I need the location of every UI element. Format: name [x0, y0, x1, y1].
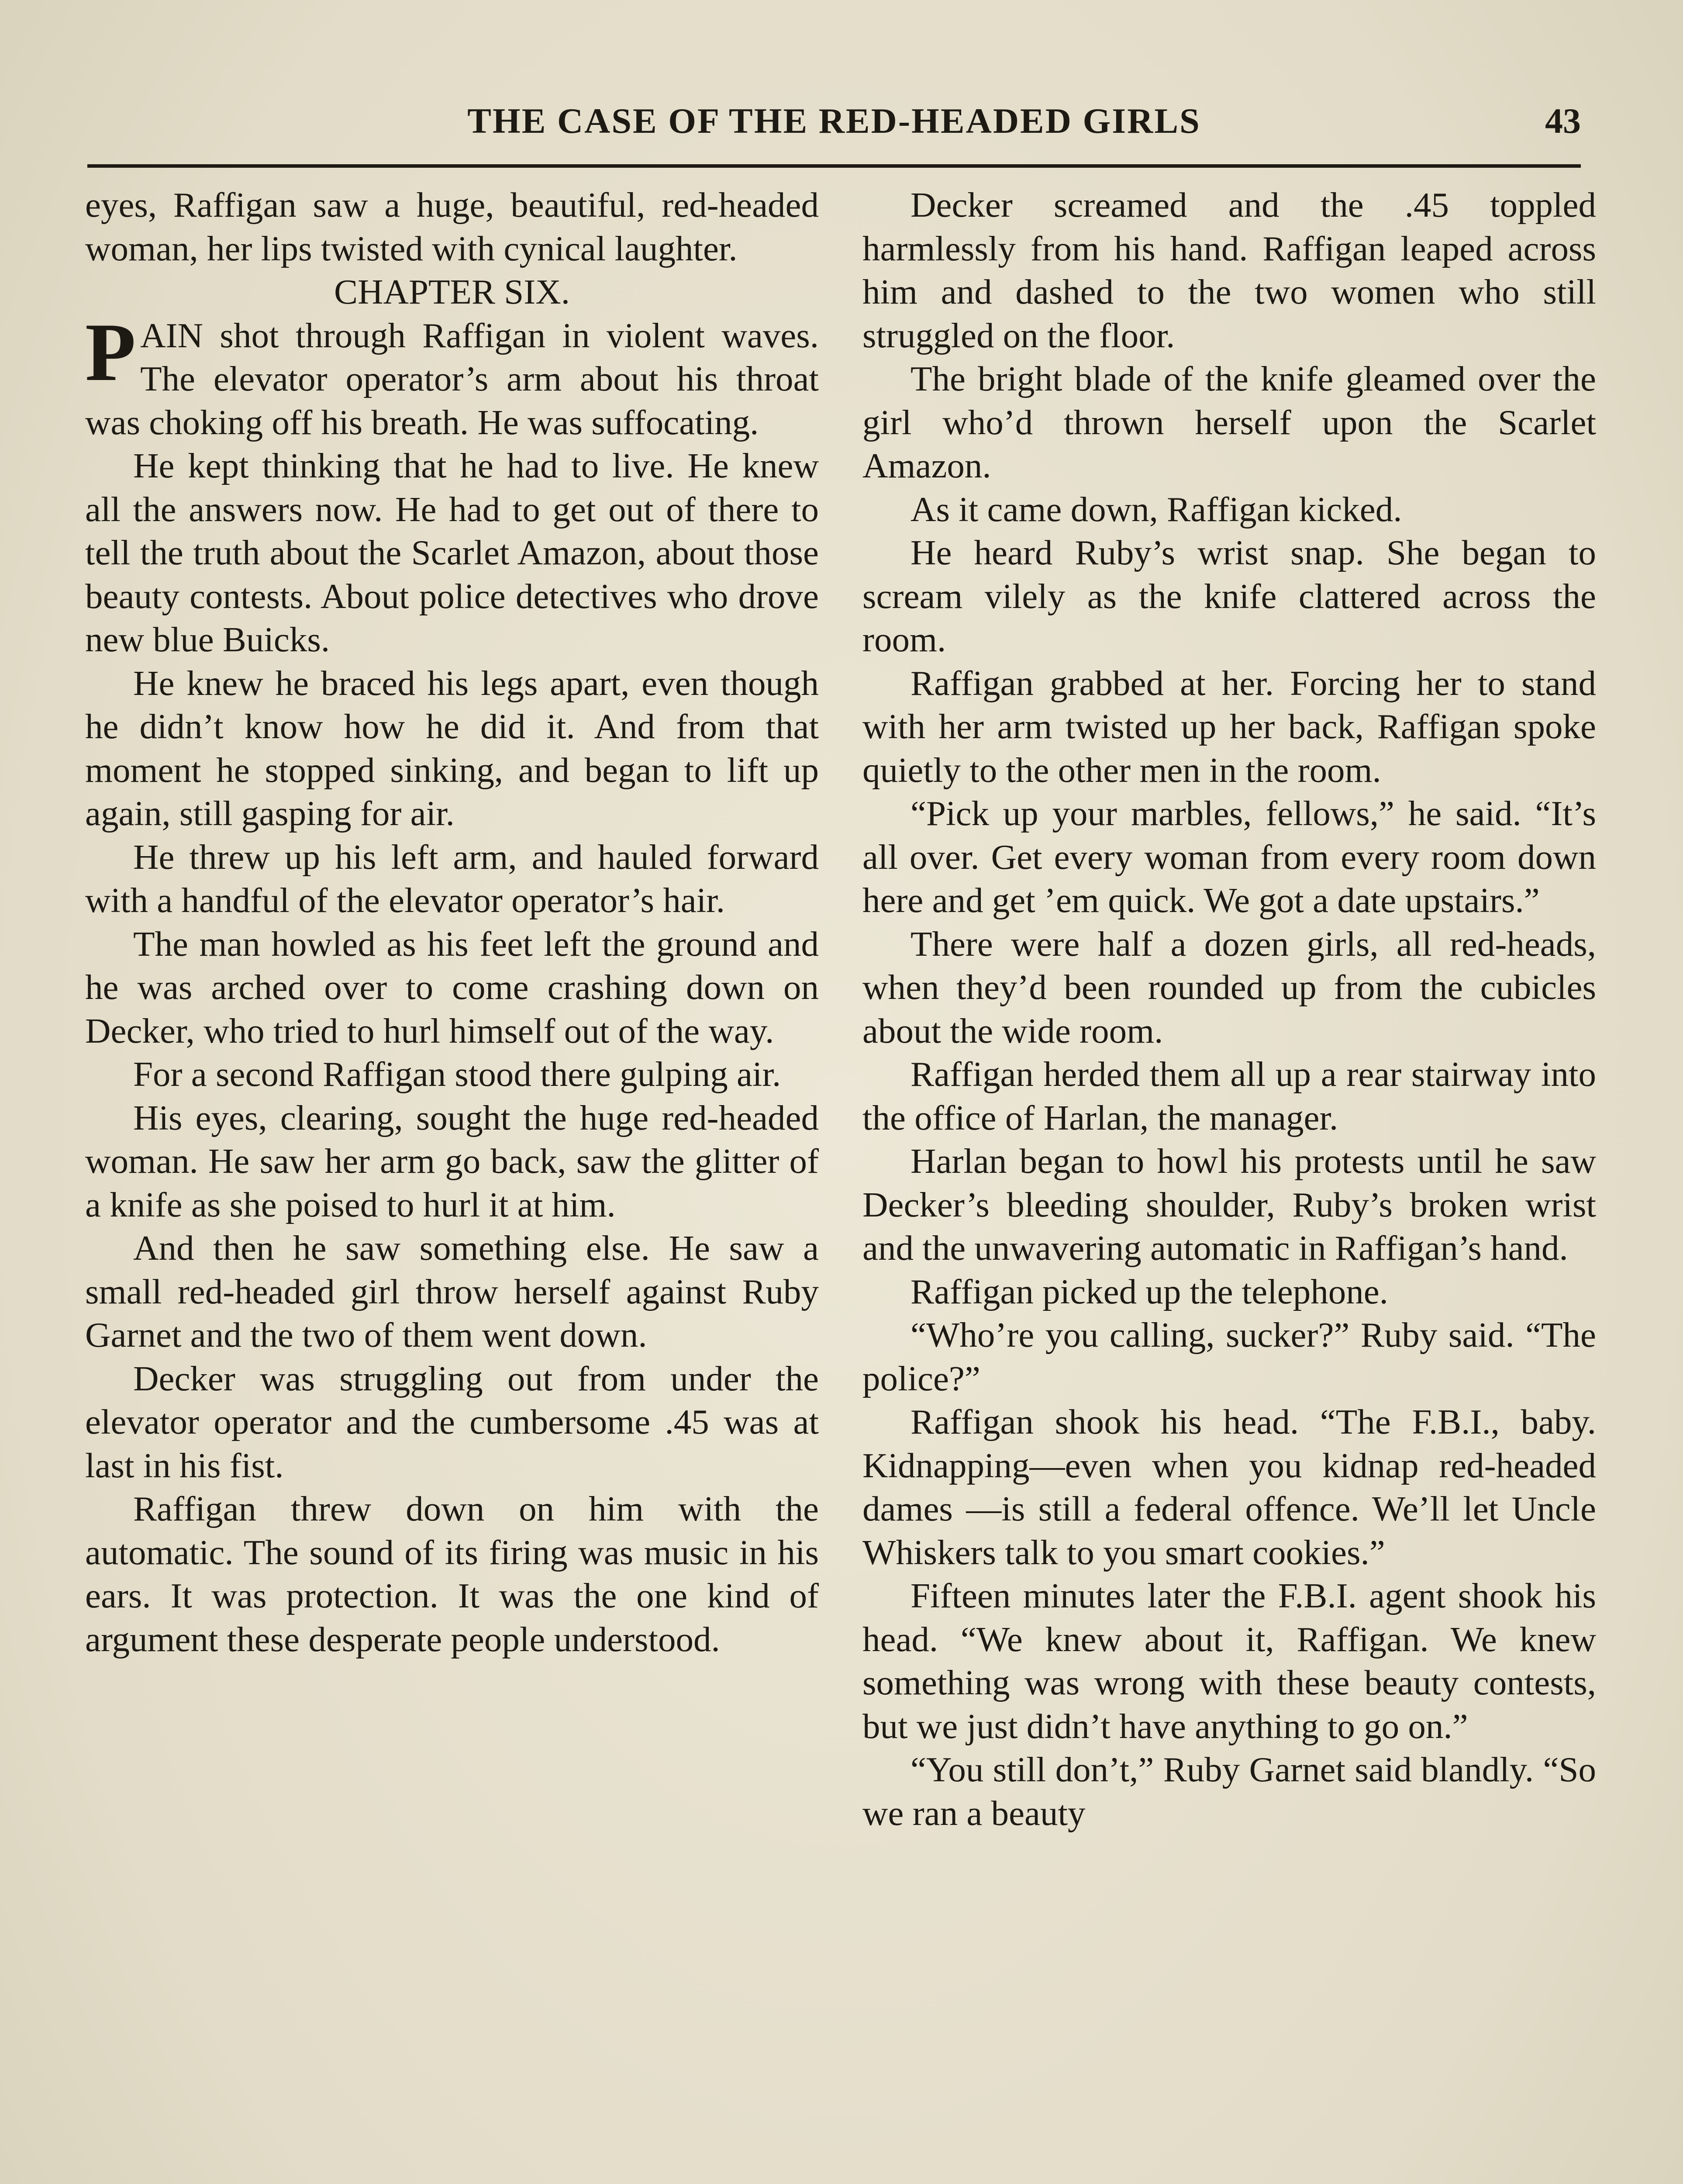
page-number: 43 [1545, 101, 1581, 141]
running-title: THE CASE OF THE RED-HEADED GIRLS [467, 101, 1201, 141]
paragraph: The man howled as his feet left the ground and he was arched over to come crashing down on Decker, who tried to hurl himself out of the way. [85, 924, 819, 1051]
paragraph: “Who’re you calling, sucker?” Ruby said. “The police?” [862, 1315, 1596, 1398]
paragraph: Decker screamed and the .45 toppled harmlessly from his hand. Raffigan leaped across him and dashed to the two women who still struggled on the floor. [862, 185, 1596, 355]
paragraph: The bright blade of the knife gleamed over the girl who’d thrown herself upon the Scarlet Amazon. [862, 359, 1596, 485]
paragraph: Raffigan picked up the telephone. [910, 1272, 1388, 1311]
paragraph-text: AIN shot through Raffigan in violent waves. The elevator operator’s arm about his throat was choking off his breath. He was suffocating. [85, 315, 819, 442]
paragraph: For a second Raffigan stood there gulping air. [133, 1054, 781, 1094]
paragraph: He knew he braced his legs apart, even though he didn’t know how he did it. And from that moment he stopped sinking, and began to lift up again, still gasping for air. [85, 663, 819, 833]
page-header [87, 100, 1581, 153]
paragraph: He threw up his left arm, and hauled forward with a handful of the elevator operator’s hair. [85, 837, 819, 920]
paragraph: There were half a dozen girls, all red-heads, when they’d been rounded up from the cubicles about the wide room. [862, 924, 1596, 1051]
chapter-heading: CHAPTER SIX. [334, 272, 570, 311]
paragraph: Harlan began to howl his protests until he saw Decker’s bleeding shoulder, Ruby’s broken wrist and the unwavering automatic in Raffigan’s hand. [862, 1141, 1596, 1268]
paragraph: Fifteen minutes later the F.B.I. agent shook his head. “We knew about it, Raffigan. We knew something was wrong with these beauty contests, but we just didn’t have anything to go on.” [862, 1576, 1596, 1746]
right-column [862, 183, 1596, 1835]
drop-cap: P [85, 306, 136, 398]
header-rule [87, 164, 1581, 168]
paragraph: Raffigan threw down on him with the automatic. The sound of its firing was music in his ears. It was protection. It was the one kind of argument these desperate people understood. [85, 1489, 819, 1659]
paragraph: Raffigan grabbed at her. Forcing her to stand with her arm twisted up her back, Raffigan spoke quietly to the other men in the room. [862, 663, 1596, 790]
paragraph: His eyes, clearing, sought the huge red-headed woman. He saw her arm go back, saw the glitter of a knife as she poised to hurl it at him. [85, 1098, 819, 1224]
paragraph: Decker was struggling out from under the elevator operator and the cumbersome .45 was at last in his fist. [85, 1358, 819, 1485]
left-column [85, 183, 819, 1661]
paragraph: eyes, Raffigan saw a huge, beautiful, red-headed woman, her lips twisted with cynical laughter. [85, 185, 819, 268]
paragraph: He heard Ruby’s wrist snap. She began to scream vilely as the knife clattered across the room. [862, 533, 1596, 659]
paragraph: “You still don’t,” Ruby Garnet said blandly. “So we ran a beauty [862, 1750, 1596, 1833]
paragraph: Raffigan shook his head. “The F.B.I., baby. Kidnapping—even when you kidnap red-headed dames —is still a federal offence. We’ll let Uncle Whiskers talk to you smart cookies.” [862, 1402, 1596, 1572]
paragraph: Raffigan herded them all up a rear stairway into the office of Harlan, the manager. [862, 1054, 1596, 1137]
chapter-opening-paragraph [85, 306, 819, 445]
paragraph: “Pick up your marbles, fellows,” he said. “It’s all over. Get every woman from every room down here and get ’em quick. We got a date upstairs.” [862, 794, 1596, 920]
paragraph: And then he saw something else. He saw a small red-headed girl throw herself against Ruby Garnet and the two of them went down. [85, 1228, 819, 1355]
paragraph: As it came down, Raffigan kicked. [910, 489, 1402, 529]
paragraph: He kept thinking that he had to live. He knew all the answers now. He had to get out of there to tell the truth about the Scarlet Amazon, about those beauty contests. About police detectives who drove new blue Buicks. [85, 446, 819, 659]
